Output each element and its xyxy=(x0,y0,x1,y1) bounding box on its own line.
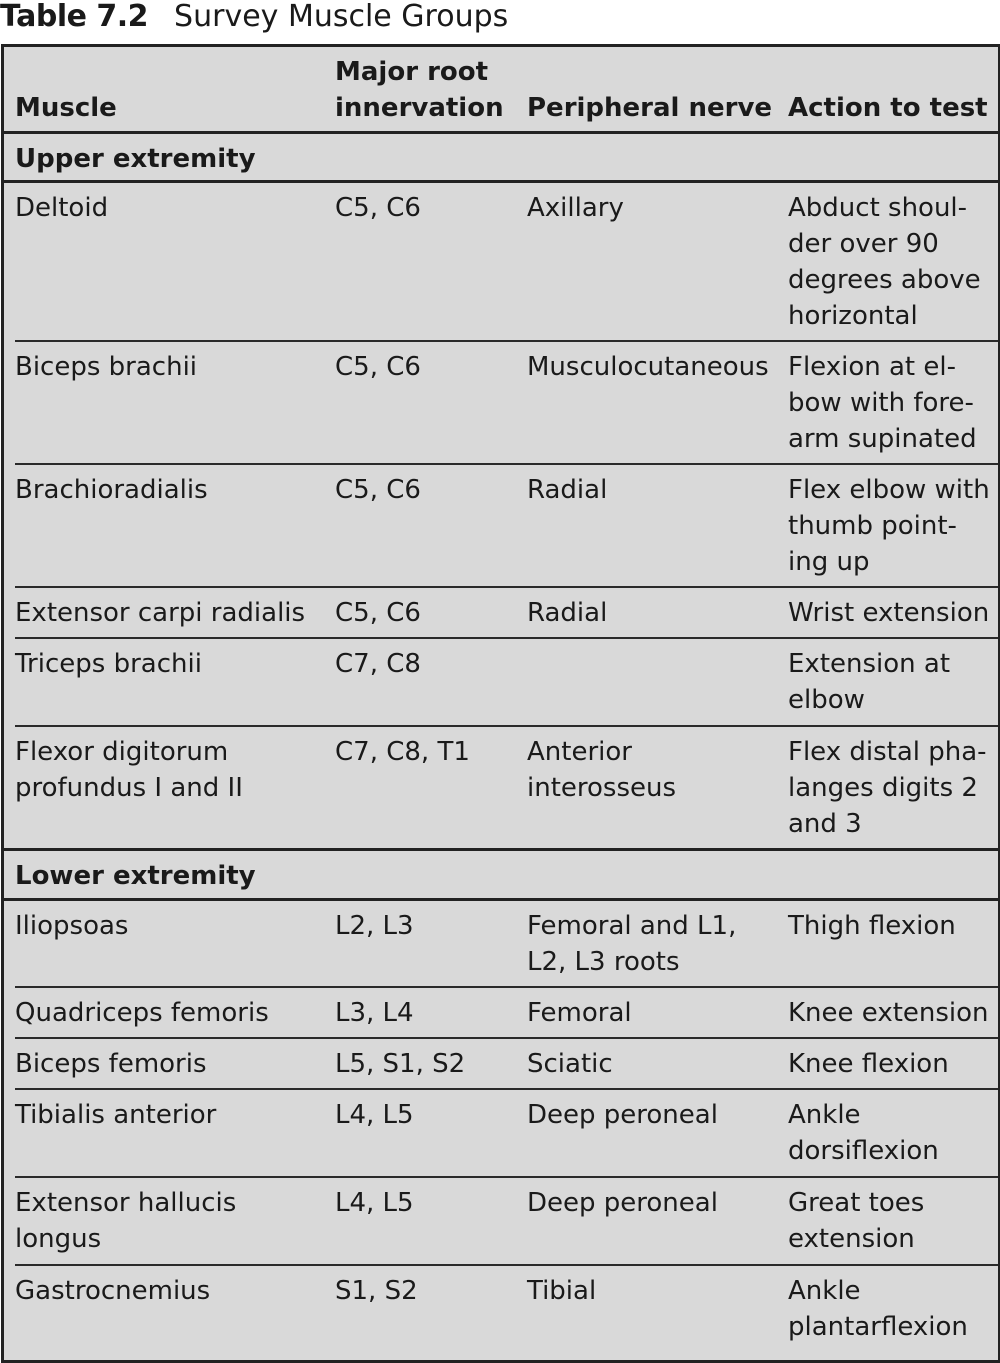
header-nerve: Peripheral nerve xyxy=(527,93,773,123)
cell-muscle: Biceps femoris xyxy=(15,1049,207,1079)
table-caption xyxy=(0,0,1000,42)
table-row xyxy=(15,988,998,1039)
cell-muscle: Tibialis anterior xyxy=(15,1100,217,1130)
cell-action: Flexion at el- bow with fore- arm supinated xyxy=(788,352,977,454)
section-label: Upper extremity xyxy=(15,144,256,174)
cell-muscle: Brachioradialis xyxy=(15,475,208,505)
cell-root: L4, L5 xyxy=(335,1188,414,1218)
cell-root: L2, L3 xyxy=(335,911,414,941)
cell-root: S1, S2 xyxy=(335,1276,418,1306)
table-row xyxy=(15,183,998,342)
cell-root: C5, C6 xyxy=(335,475,421,505)
cell-muscle: Quadriceps femoris xyxy=(15,998,269,1028)
cell-root: L4, L5 xyxy=(335,1100,414,1130)
table-row xyxy=(15,465,998,588)
cell-action: Knee flexion xyxy=(788,1049,949,1079)
table-number: Table 7.2 xyxy=(0,0,149,34)
cell-action: Great toes extension xyxy=(788,1188,925,1254)
table-row xyxy=(4,727,998,851)
section-row-upper xyxy=(4,134,998,183)
table-title: Survey Muscle Groups xyxy=(174,0,509,34)
cell-nerve: Axillary xyxy=(527,193,624,223)
header-row xyxy=(4,47,998,134)
cell-muscle: Extensor carpi radialis xyxy=(15,598,306,628)
cell-action: Ankle dorsiflexion xyxy=(788,1100,939,1166)
cell-action: Flex distal pha- langes digits 2 and 3 xyxy=(788,737,987,839)
muscle-table xyxy=(4,47,998,1352)
cell-nerve: Deep peroneal xyxy=(527,1188,718,1218)
cell-nerve: Radial xyxy=(527,598,608,628)
header-root: Major root innervation xyxy=(335,57,504,123)
table-row xyxy=(15,639,998,727)
cell-nerve: Femoral and L1, L2, L3 roots xyxy=(527,911,737,977)
cell-nerve: Anterior interosseus xyxy=(527,737,677,803)
cell-root: C5, C6 xyxy=(335,352,421,382)
cell-action: Ankle plantarflexion xyxy=(788,1276,968,1342)
cell-action: Extension at elbow xyxy=(788,649,951,715)
table-frame xyxy=(1,44,1000,1363)
header-action: Action to test xyxy=(788,93,988,123)
cell-action: Thigh flexion xyxy=(788,911,956,941)
cell-muscle: Deltoid xyxy=(15,193,109,223)
cell-nerve: Deep peroneal xyxy=(527,1100,718,1130)
table-row xyxy=(15,588,998,639)
cell-action: Abduct shoul- der over 90 degrees above horizontal xyxy=(788,193,981,331)
table-row xyxy=(15,1039,998,1090)
cell-action: Wrist extension xyxy=(788,598,990,628)
cell-muscle: Biceps brachii xyxy=(15,352,198,382)
table-row xyxy=(15,901,998,988)
cell-nerve: Femoral xyxy=(527,998,632,1028)
cell-muscle: Iliopsoas xyxy=(15,911,129,941)
section-label: Lower extremity xyxy=(15,861,256,891)
cell-root: C5, C6 xyxy=(335,598,421,628)
table-row xyxy=(15,342,998,465)
cell-nerve: Musculocutaneous xyxy=(527,352,769,382)
table-row xyxy=(4,1266,998,1352)
cell-action: Knee extension xyxy=(788,998,989,1028)
cell-nerve: Sciatic xyxy=(527,1049,613,1079)
cell-root: L5, S1, S2 xyxy=(335,1049,466,1079)
cell-muscle: Gastrocnemius xyxy=(15,1276,211,1306)
header-muscle: Muscle xyxy=(15,93,117,123)
cell-action: Flex elbow with thumb point- ing up xyxy=(788,475,990,577)
table-row xyxy=(15,1090,998,1178)
cell-nerve: Tibial xyxy=(527,1276,597,1306)
cell-root: C5, C6 xyxy=(335,193,421,223)
cell-root: C7, C8 xyxy=(335,649,421,679)
section-row-lower xyxy=(4,851,998,901)
cell-muscle: Flexor digitorum profundus I and II xyxy=(15,737,243,803)
cell-root: L3, L4 xyxy=(335,998,414,1028)
cell-root: C7, C8, T1 xyxy=(335,737,470,767)
cell-muscle: Triceps brachii xyxy=(15,649,202,679)
table-row xyxy=(15,1178,998,1266)
cell-muscle: Extensor hallucis longus xyxy=(15,1188,237,1254)
cell-nerve: Radial xyxy=(527,475,608,505)
